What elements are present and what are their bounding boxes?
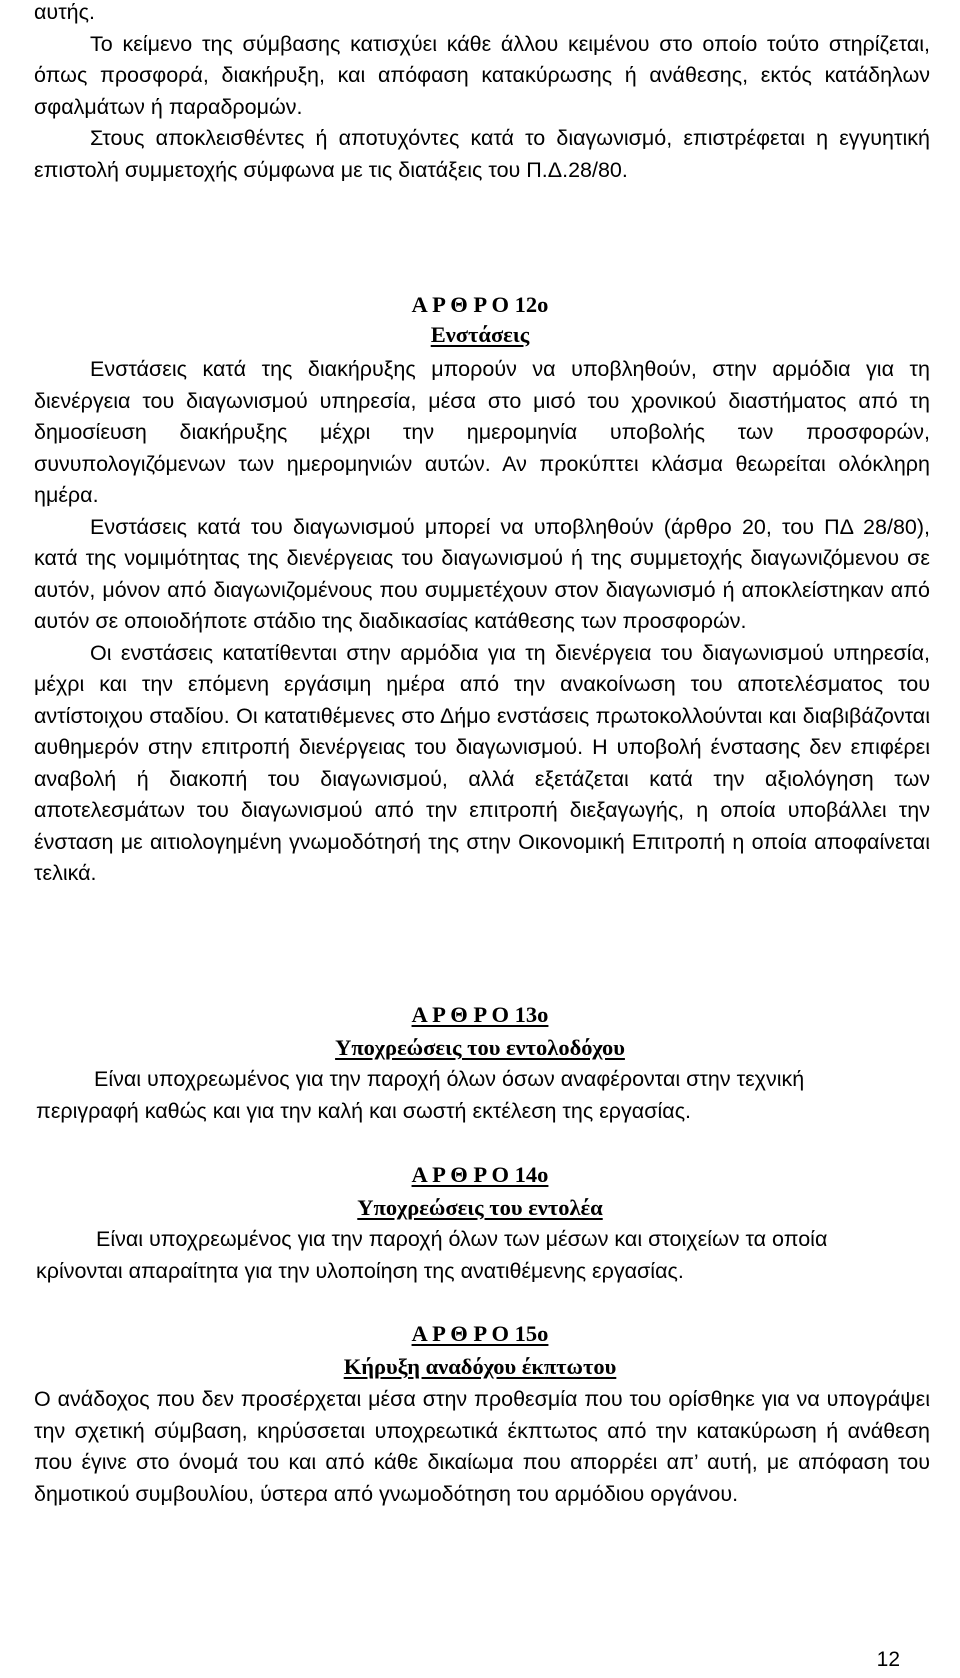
paragraph: Ενστάσεις κατά της διακήρυξης μπορούν να υποβληθούν, στην αρμόδια για τη διενέργεια του διαγωνισμού υπηρεσία, μέσα στο μισό του χρονικού διαστήματος από τη δημοσίευση διακήρυξης μέχρι την ημερομηνία υποβολής των προσφορών, συνυπολογιζόμενων των ημερομηνιών αυτών. Αν προκύπτει κλάσμα θεωρείται ολόκληρη ημέρα.	[34, 357, 930, 507]
article-13-heading: Α Ρ Θ Ρ Ο 13ο	[411, 1002, 549, 1027]
article-15-heading: Α Ρ Θ Ρ Ο 15ο	[411, 1321, 549, 1346]
text-line: Είναι υποχρεωμένος για την παροχή όλων όσων αναφέρονται στην τεχνική	[94, 1067, 805, 1091]
paragraph: Ενστάσεις κατά του διαγωνισμού μπορεί να υποβληθούν (άρθρο 20, του ΠΔ 28/80), κατά της νομιμότητας της διενέργειας του διαγωνισμού ή της συμμετοχής διαγωνιζόμενου σε αυτόν, μόνον από διαγωνιζομένους που συμμετέχουν στον διαγωνισμό ή αποκλείστηκαν από αυτόν σε οποιοδήποτε στάδιο της διαδικασίας κατάθεσης των προσφορών.	[34, 514, 930, 633]
article-12-subtitle: Ενστάσεις	[430, 322, 530, 347]
page-number: 12	[876, 1648, 900, 1671]
article-13-body	[0, 1064, 960, 1127]
article-12-heading: Α Ρ Θ Ρ Ο 12ο	[411, 292, 549, 317]
article-14-heading: Α Ρ Θ Ρ Ο 14ο	[411, 1162, 549, 1187]
article-13-subtitle: Υποχρεώσεις του εντολοδόχου	[335, 1035, 625, 1060]
paragraph: Το κείμενο της σύμβασης κατισχύει κάθε άλλου κειμένου στο οποίο τούτο στηρίζεται, όπως προσφορά, διακήρυξη, και απόφαση κατακύρωσης ή ανάθεσης, εκτός κατάδηλων σφαλμάτων ή παραδρομών.	[34, 31, 930, 119]
article-14-heading-wrap	[0, 1160, 960, 1190]
text-line: περιγραφή καθώς και για την καλή και σωστή εκτέλεση της εργασίας.	[36, 1098, 692, 1123]
article-15-body	[34, 1384, 930, 1510]
article-15-subtitle-wrap	[0, 1352, 960, 1382]
article-12-subtitle-wrap	[0, 320, 960, 350]
paragraph: Στους αποκλεισθέντες ή αποτυχόντες κατά το διαγωνισμό, επιστρέφεται η εγγυητική επιστολή συμμετοχής σύμφωνα με τις διατάξεις του Π.Δ.28/80.	[34, 126, 930, 182]
article-15-heading-wrap	[0, 1319, 960, 1349]
article-14-body	[0, 1224, 960, 1287]
continuation-line: αυτής.	[34, 0, 95, 24]
paragraph: Οι ενστάσεις κατατίθενται στην αρμόδια για τη διενέργεια του διαγωνισμού υπηρεσία, μέχρι και την επόμενη εργάσιμη ημέρα από την ανακοίνωση του αποτελέσματος του αντίστοιχου σταδίου. Οι κατατιθέμενες στο Δήμο ενστάσεις πρωτοκολλούνται και διαβιβάζονται αυθημερόν στην επιτροπή διενέργειας του διαγωνισμού. Η υποβολή ένστασης δεν επιφέρει αναβολή ή διακοπή του διαγωνισμού, αλλά εξετάζεται κατά την αξιολόγηση των αποτελεσμάτων του διαγωνισμού από την επιτροπή διεξαγωγής, η οποία υποβάλλει την ένσταση με αιτιολογημένη γνωμοδότησή της στην Οικονομική Επιτροπή η οποία αποφαίνεται τελικά.	[34, 640, 930, 885]
article-13-subtitle-wrap	[0, 1033, 960, 1063]
paragraph: Ο ανάδοχος που δεν προσέρχεται μέσα στην προθεσμία που του ορίσθηκε για να υπογράψει την σχετική σύμβαση, κηρύσσεται υποχρεωτικά έκπτωτος από την κατακύρωση ή ανάθεση που έγινε στο όνομά του και από κάθε δικαίωμα που απορρέει απ’ αυτή, με απόφαση του δημοτικού συμβουλίου, ύστερα από γνωμοδότηση του αρμόδιου οργάνου.	[34, 1387, 930, 1506]
article-15-subtitle: Κήρυξη αναδόχου έκπτωτου	[343, 1354, 617, 1379]
article-12-body	[34, 354, 930, 890]
top-section	[34, 0, 930, 186]
text-line: Είναι υποχρεωμένος για την παροχή όλων των μέσων και στοιχείων τα οποία	[96, 1227, 828, 1251]
article-14-subtitle-wrap	[0, 1193, 960, 1223]
article-13-heading-wrap	[0, 1000, 960, 1030]
article-14-subtitle: Υποχρεώσεις του εντολέα	[357, 1195, 603, 1220]
text-line: κρίνονται απαραίτητα για την υλοποίηση της ανατιθέμενης εργασίας.	[36, 1258, 684, 1283]
